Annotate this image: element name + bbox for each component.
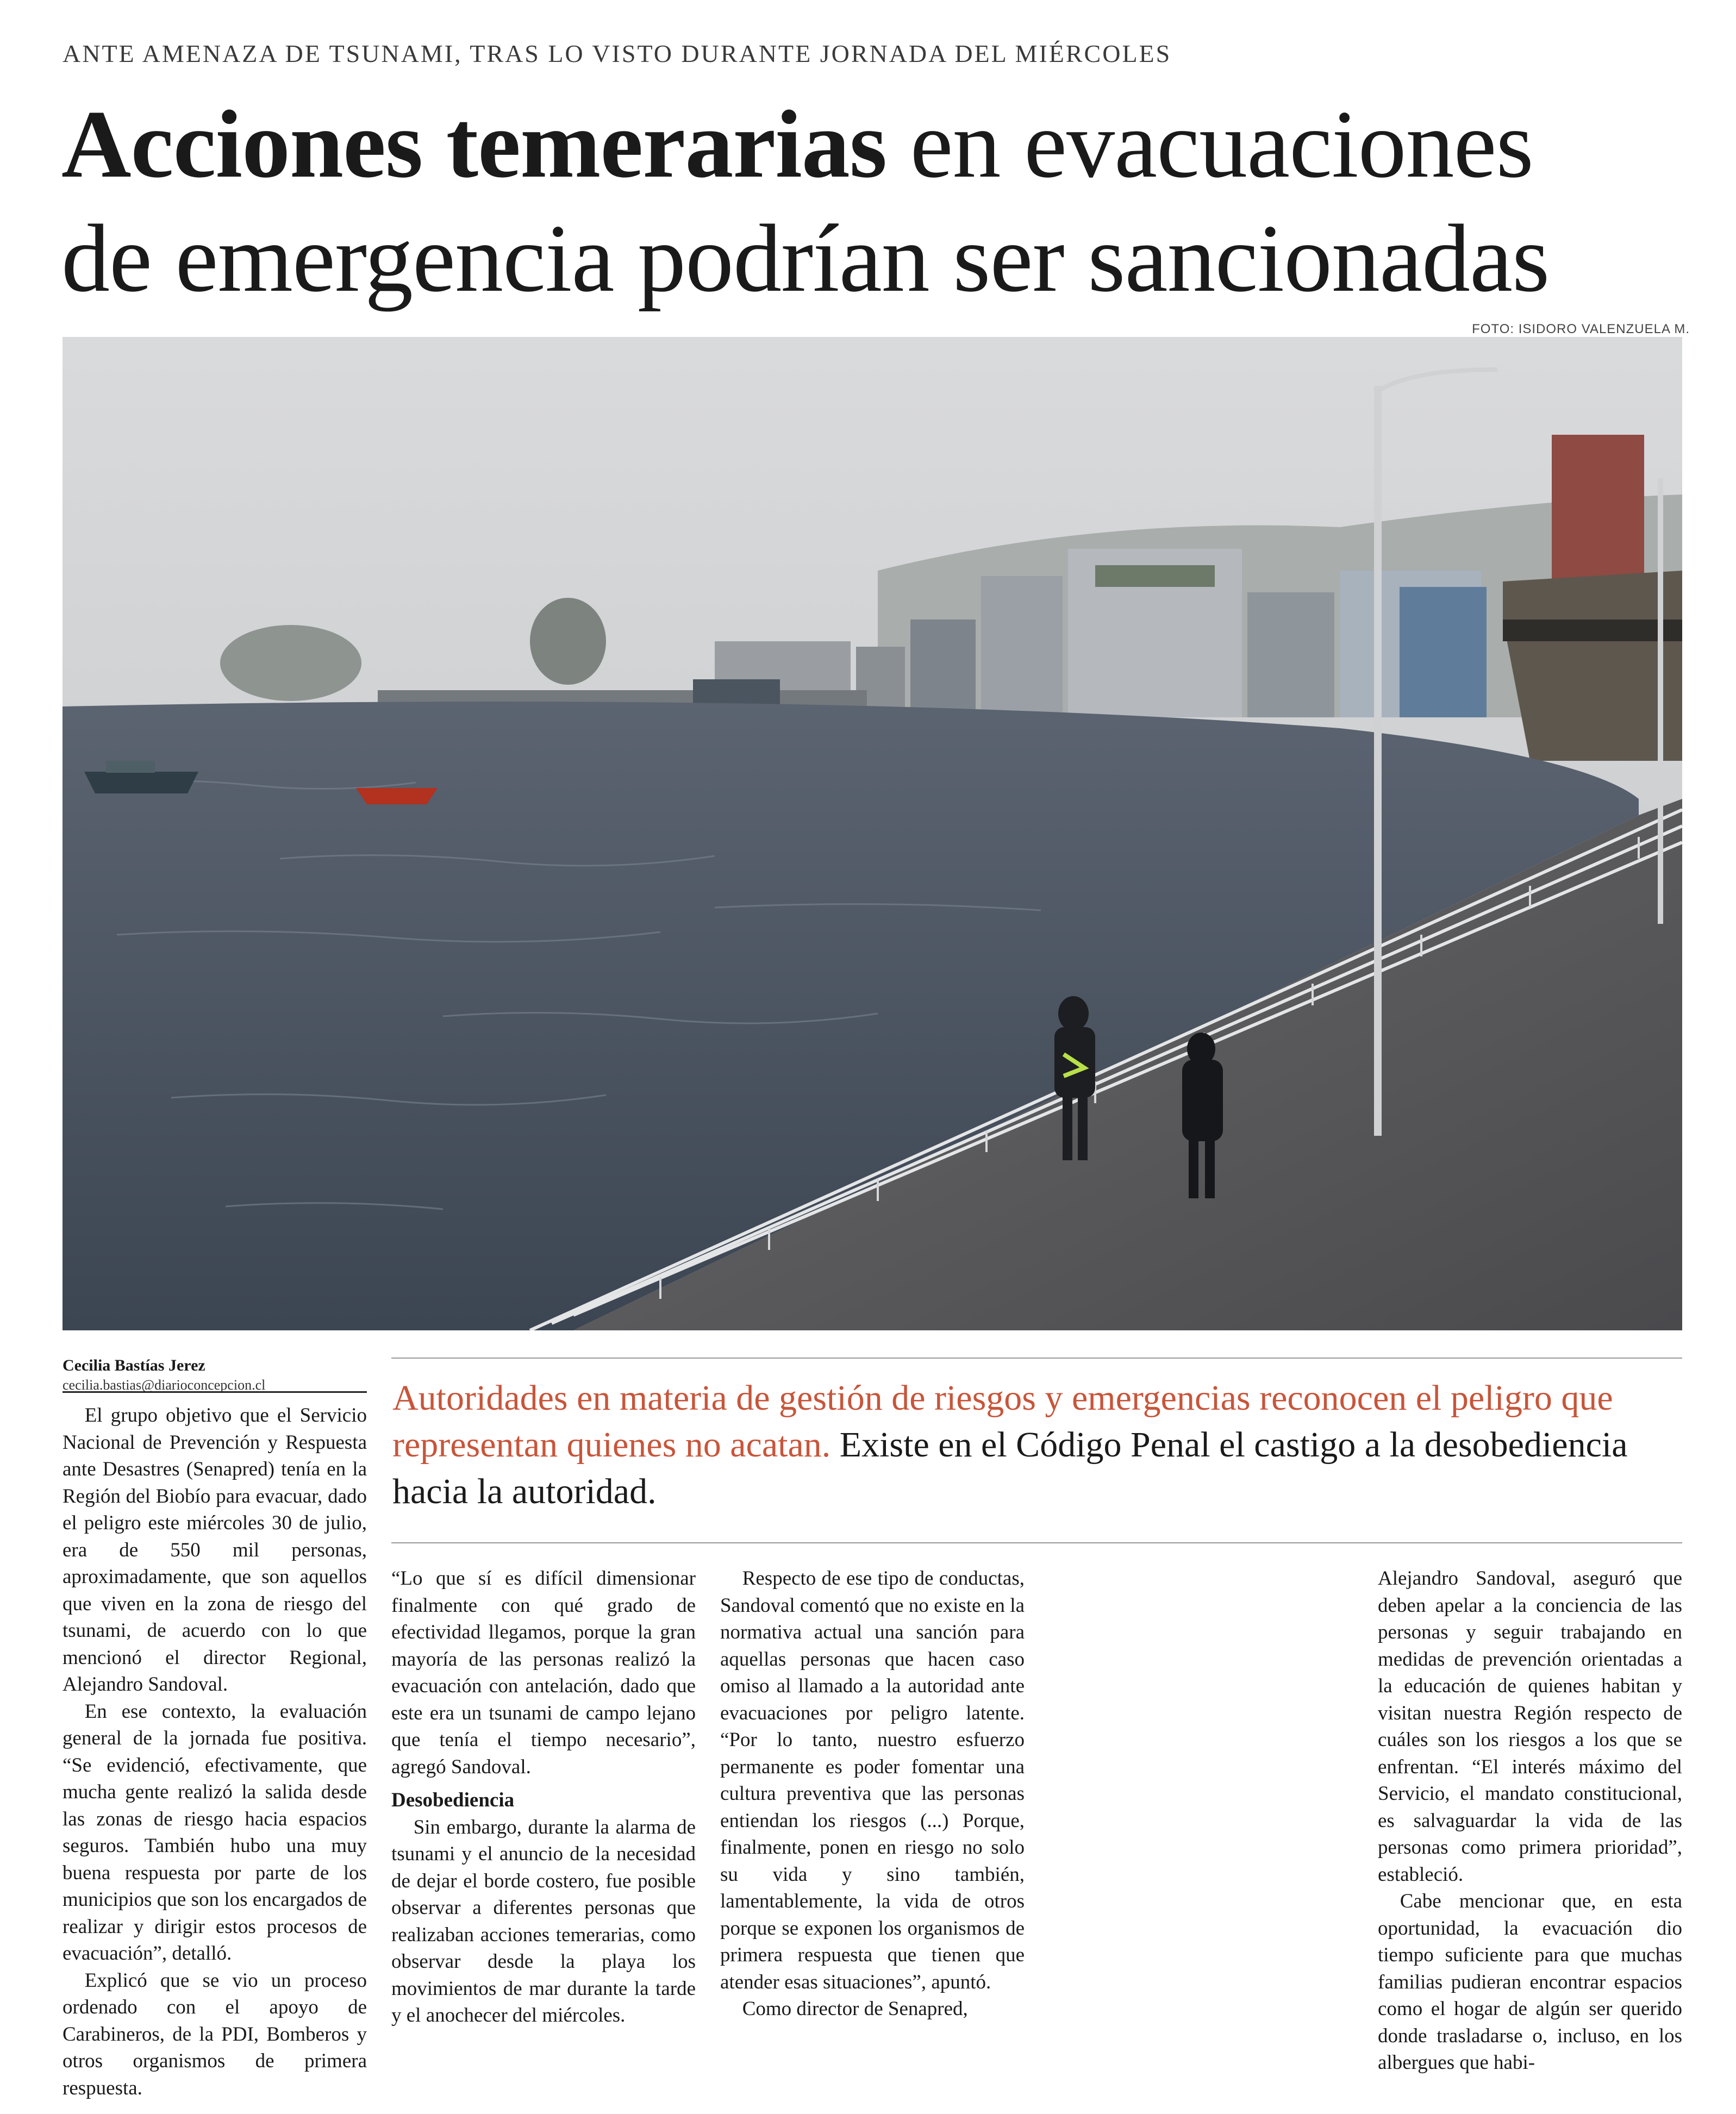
pier-building <box>1503 571 1682 761</box>
deck-rule-bottom <box>391 1542 1682 1543</box>
photo-credit: FOTO: ISIDORO VALENZUELA M. <box>1472 322 1690 336</box>
kicker: ANTE AMENAZA DE TSUNAMI, TRAS LO VISTO DURANTE JORNADA DEL MIÉRCOLES <box>63 40 1172 67</box>
boat-2 <box>356 788 438 804</box>
paragraph: Cabe mencionar que, en esta oportunidad, la evacuación dio tiempo suficiente para que muchas familias pudieran encontrar espacios como el hogar de algún ser querido donde trasladarse o, incluso, en los albergues que habi- <box>1378 1890 1682 2074</box>
paragraph: Sin embargo, durante la alarma de tsunami y el anuncio de la necesidad de dejar el borde costero, fue posible observar a diferentes personas que realizaban acciones temerarias, como observar desde la playa los movimientos de mar durante la tarde y el anochecer del miércoles. <box>391 1816 696 2027</box>
column-3 <box>720 1565 1025 2023</box>
headline-part-1: en evacuaciones <box>886 90 1533 198</box>
paragraph: Alejandro Sandoval, aseguró que deben apelar a la conciencia de las personas y seguir trabajando en medidas de prevención orientadas a la educación de quienes habitan y visitan nuestra Región respecto de cuáles son los riesgos a los que se enfrentan. “El interés máximo del Servicio, el mandato constitucional, es salvaguardar la vida de las personas como primera prioridad”, estableció. <box>1378 1567 1682 1886</box>
deck-rule-top <box>391 1358 1682 1359</box>
deck <box>392 1375 1681 1515</box>
paragraph: En ese contexto, la evaluación general de la jornada fue positiva. “Se evidenció, efectivamente, que mucha gente realizó la salida desde las zonas de riesgo hacia espacios seguros. También hubo una muy buena respuesta por parte de los municipios que son los encargados de realizar y dirigir estos procesos de evacuación”, detalló. <box>63 1700 367 1965</box>
headline <box>61 87 1697 315</box>
waterfront-photo <box>63 337 1682 1330</box>
paragraph: Respecto de ese tipo de conductas, Sandoval comentó que no existe en la normativa actual una sanción para aquellas personas que hacen caso omiso al llamado a la autoridad ante evacuaciones por peligro latente. “Por lo tanto, nuestro esfuerzo permanente es poder fomentar una cultura preventiva que las personas entiendan los riesgos (...) Porque, finalmente, ponen en riesgo no solo su vida y sino también, lamentablemente, la vida de otros porque se exponen los organismos de primera respuesta que tienen que atender esas situaciones”, apuntó. <box>720 1567 1025 1993</box>
paragraph: El grupo objetivo que el Servicio Nacional de Prevención y Respuesta ante Desastres (Senapred) tenía en la Región del Biobío para evacuar, dado el peligro este miércoles 30 de julio, era de 550 mil personas, aproximadamente, que son aquellos que viven en la zona de riesgo del tsunami, de acuerdo con lo que mencionó el director Regional, Alejandro Sandoval. <box>63 1404 367 1696</box>
column-5 <box>1378 1565 1682 2077</box>
author-email: cecilia.bastias@diarioconcepcion.cl <box>63 1377 266 1393</box>
paragraph: Como director de Senapred, <box>742 1998 968 2020</box>
byline <box>63 1356 367 1393</box>
paragraph: Explicó que se vio un proceso ordenado con el apoyo de Carabineros, de la PDI, Bomberos y otros organismos de primera respuesta. <box>63 1969 367 2099</box>
trees <box>220 625 361 701</box>
column-1 <box>63 1402 367 2102</box>
byline-rule <box>63 1391 367 1393</box>
headline-bold: Acciones temerarias <box>61 90 887 198</box>
headline-part-2: de emergencia podrían ser sancionadas <box>61 204 1550 312</box>
subheading: Desobediencia <box>391 1789 515 1811</box>
paragraph: “Lo que sí es difícil dimensionar finalmente con qué grado de efectividad llegamos, porque la gran mayoría de las personas realizó la evacuación con antelación, dado que este era un tsunami de campo lejano que tenía el tiempo necesario”, agregó Sandoval. <box>391 1567 696 1778</box>
deck-rest: Existe en el Código Penal el castigo a la desobediencia hacia la autoridad. <box>392 1425 1628 1511</box>
boat-1 <box>84 772 198 793</box>
deck-accent: Autoridades en materia de gestión de riesgos y emergencias reconocen el peligro que representan quienes no acatan. <box>392 1378 1613 1465</box>
author-name: Cecilia Bastías Jerez <box>63 1356 205 1374</box>
column-2 <box>391 1565 696 2029</box>
